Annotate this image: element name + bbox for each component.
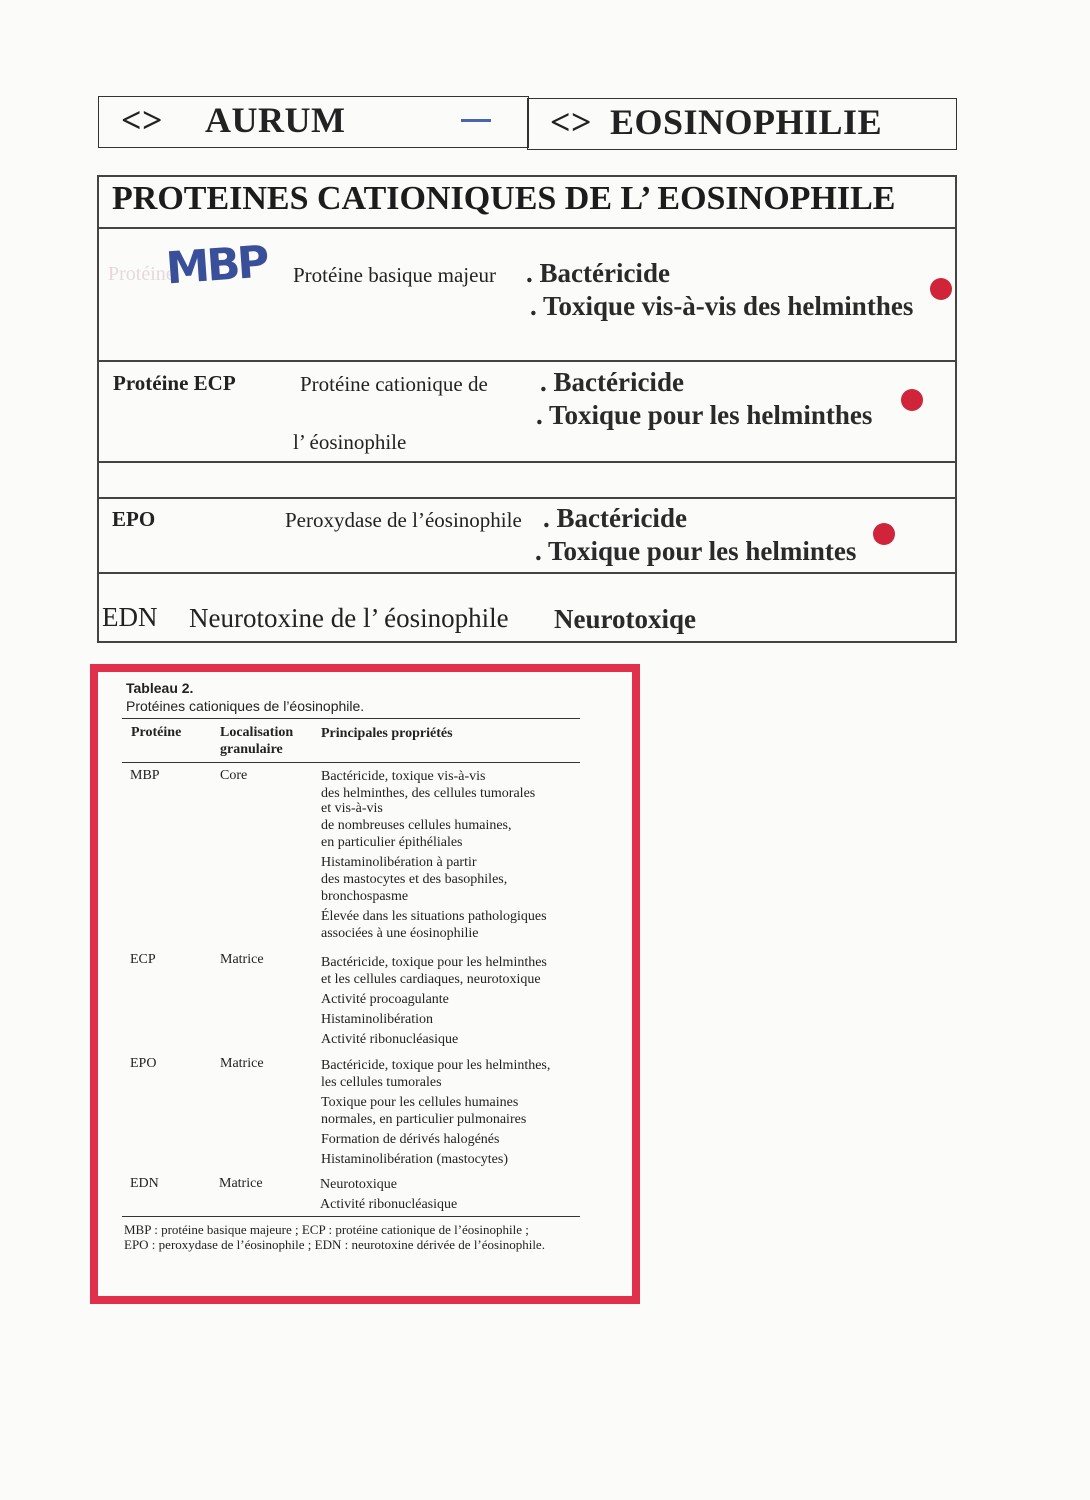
prop-line: Histaminolibération (321, 1012, 433, 1027)
prop-line: Toxique pour les cellules humaines (321, 1095, 519, 1110)
mbp-handwritten-label: MBP (164, 236, 269, 295)
header-right-title: EOSINOPHILIE (610, 102, 883, 142)
table-cell-loc: Matrice (220, 1056, 264, 1071)
table-cell-protein: EPO (130, 1056, 157, 1071)
ecp-name-line1: Protéine cationique de (300, 372, 488, 396)
prop-line: les cellules tumorales (321, 1075, 442, 1090)
header-left-symbol: <> (121, 100, 164, 140)
prop-line: Histaminolibération (mastocytes) (321, 1152, 509, 1167)
prop-line: Activité ribonucléasique (321, 1032, 459, 1047)
prop-line: Bactéricide, toxique pour les helminthes (321, 955, 547, 970)
edn-prop: Neurotoxiqe (554, 604, 696, 634)
prop-line: des helminthes, des cellules tumorales (321, 786, 536, 801)
table-cell-props (321, 768, 547, 942)
prop-line: associées à une éosinophilie (321, 926, 479, 941)
table-cell-loc: Matrice (219, 1176, 263, 1191)
table-cell-protein: ECP (130, 952, 156, 967)
table-cell-props (320, 1176, 457, 1213)
table-rule-header (122, 762, 580, 763)
prop-line: Élevée dans les situations pathologiques (321, 909, 547, 924)
prop-line: Bactéricide, toxique vis-à-vis (321, 769, 486, 784)
footnote-line: MBP : protéine basique majeure ; ECP : protéine cationique de l’éosinophile ; (124, 1222, 529, 1237)
ecp-prop-1: . Bactéricide (540, 367, 684, 397)
prop-line: et vis-à-vis (321, 801, 383, 816)
prop-line: et les cellules cardiaques, neurotoxique (321, 972, 541, 987)
ecp-name-line2: l’ éosinophile (293, 430, 407, 454)
col-header-localisation-line2: granulaire (220, 742, 283, 757)
prop-line: Neurotoxique (320, 1177, 397, 1192)
prop-line: Formation de dérivés halogénés (321, 1132, 500, 1147)
mbp-prop-2: . Toxique vis-à-vis des helminthes (530, 291, 914, 321)
prop-line: Bactéricide, toxique pour les helminthes, (321, 1058, 551, 1073)
prop-line: bronchospasme (321, 889, 409, 904)
ecp-prop-2: . Toxique pour les helminthes (536, 400, 873, 430)
header-right-symbol: <> (550, 102, 593, 142)
edn-code: EDN (102, 602, 158, 632)
table-caption-label: Tableau 2. (126, 680, 194, 696)
epo-name: Peroxydase de l’éosinophile (285, 508, 522, 532)
col-header-localisation (220, 724, 293, 758)
prop-line: des mastocytes et des basophiles, (321, 872, 508, 887)
table-cell-loc: Matrice (220, 952, 264, 967)
epo-prop-1: . Bactéricide (543, 503, 687, 533)
footnote-line: EPO : peroxydase de l’éosinophile ; EDN : neurotoxine dérivée de l’éosinophile. (124, 1237, 545, 1252)
edn-name: Neurotoxine de l’ éosinophile (189, 603, 509, 633)
prop-line: en particulier épithéliales (321, 835, 463, 850)
prop-line: normales, en particulier pulmonaires (321, 1112, 527, 1127)
col-header-protein: Protéine (131, 725, 182, 740)
col-header-proprietes: Principales propriétés (321, 726, 453, 741)
epo-prop-2: . Toxique pour les helmintes (535, 536, 857, 566)
prop-line: Activité procoagulante (321, 992, 449, 1007)
prop-line: de nombreuses cellules humaines, (321, 818, 512, 833)
table-footnote (124, 1222, 545, 1252)
table-caption: Protéines cationiques de l’éosinophile. (126, 698, 365, 714)
table-cell-loc: Core (220, 768, 248, 783)
prop-line: Activité ribonucléasique (320, 1197, 458, 1212)
main-title: PROTEINES CATIONIQUES DE L’ EOSINOPHILE (112, 180, 896, 217)
table-cell-props (321, 954, 547, 1048)
table-rule-top (122, 718, 580, 719)
table-rule-bottom (122, 1216, 580, 1217)
table-cell-protein: MBP (130, 768, 160, 783)
table-cell-protein: EDN (130, 1176, 159, 1191)
col-header-localisation-line1: Localisation (220, 725, 294, 740)
header-left-title: AURUM (205, 100, 346, 140)
faded-protein-label: Protéine (108, 263, 175, 285)
ecp-code: Protéine ECP (113, 371, 236, 395)
table-cell-props (321, 1057, 550, 1168)
mbp-prop-1: . Bactéricide (526, 258, 670, 288)
epo-code: EPO (112, 507, 156, 531)
mbp-name: Protéine basique majeur (293, 263, 496, 287)
prop-line: Histaminolibération à partir (321, 855, 477, 870)
